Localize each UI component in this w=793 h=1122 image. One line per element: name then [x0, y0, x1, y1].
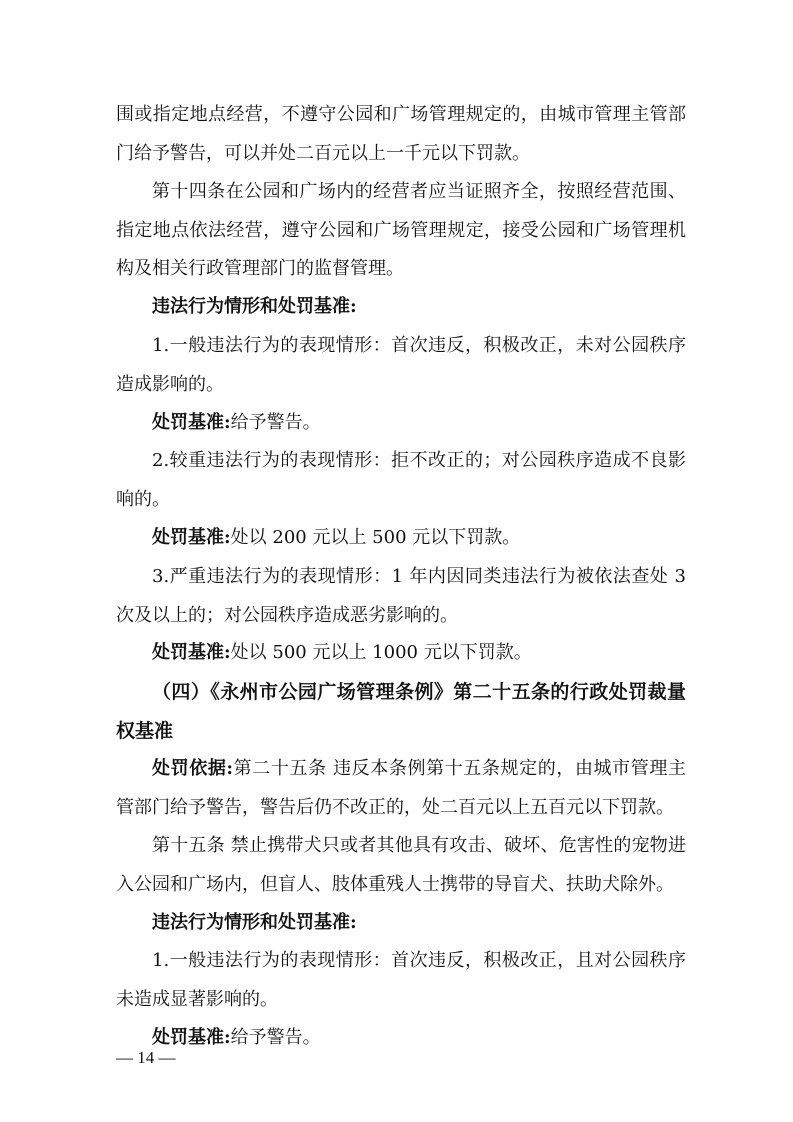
paragraph-penalty-standard-2: 处罚基准:处以 200 元以上 500 元以下罚款。 — [152, 527, 521, 548]
penalty-label: 处罚基准: — [152, 412, 231, 433]
section-heading-violation-criteria-2: 违法行为情形和处罚基准: — [152, 912, 357, 933]
penalty-basis-label: 处罚依据: — [152, 758, 234, 779]
paragraph-penalty-standard-1: 处罚基准:给予警告。 — [152, 412, 321, 433]
paragraph-general-violation: 1.一般违法行为的表现情形：首次违反，积极改正，未对公园秩序造成影响的。 — [116, 335, 686, 395]
section-heading-article-25: （四）《永州市公园广场管理条例》第二十五条的行政处罚裁量权基准 — [116, 681, 686, 742]
paragraph-continuation: 围或指定地点经营，不遵守公园和广场管理规定的，由城市管理主管部门给予警告，可以并处二百元以上一千元以下罚款。 — [116, 104, 686, 164]
paragraph-severe-violation: 3.严重违法行为的表现情形：1 年内因同类违法行为被依法查处 3 次及以上的；对公园秩序造成恶劣影响的。 — [116, 566, 686, 626]
paragraph-penalty-standard-3: 处罚基准:处以 500 元以上 1000 元以下罚款。 — [152, 642, 532, 663]
paragraph-article-14: 第十四条在公园和广场内的经营者应当证照齐全，按照经营范围、指定地点依法经营，遵守公园和广场管理规定，接受公园和广场管理机构及相关行政管理部门的监督管理。 — [116, 181, 686, 279]
paragraph-article-15: 第十五条 禁止携带犬只或者其他具有攻击、破坏、危害性的宠物进入公园和广场内，但盲人、肢体重残人士携带的导盲犬、扶助犬除外。 — [116, 835, 686, 895]
penalty-label: 处罚基准: — [152, 642, 231, 663]
penalty-label: 处罚基准: — [152, 527, 231, 548]
paragraph-general-violation-2: 1.一般违法行为的表现情形：首次违反，积极改正，且对公园秩序未造成显著影响的。 — [116, 950, 686, 1010]
section-heading-violation-criteria: 违法行为情形和处罚基准: — [152, 296, 357, 317]
paragraph-penalty-standard-4: 处罚基准:给予警告。 — [152, 1027, 321, 1048]
paragraph-serious-violation: 2.较重违法行为的表现情形：拒不改正的；对公园秩序造成不良影响的。 — [116, 450, 686, 510]
paragraph-penalty-basis: 处罚依据:第二十五条 违反本条例第十五条规定的，由城市管理主管部门给予警告，警告后仍不改正的，处二百元以上五百元以下罚款。 — [116, 758, 686, 818]
penalty-label: 处罚基准: — [152, 1027, 231, 1048]
page-number: — 14 — — [116, 1048, 176, 1067]
